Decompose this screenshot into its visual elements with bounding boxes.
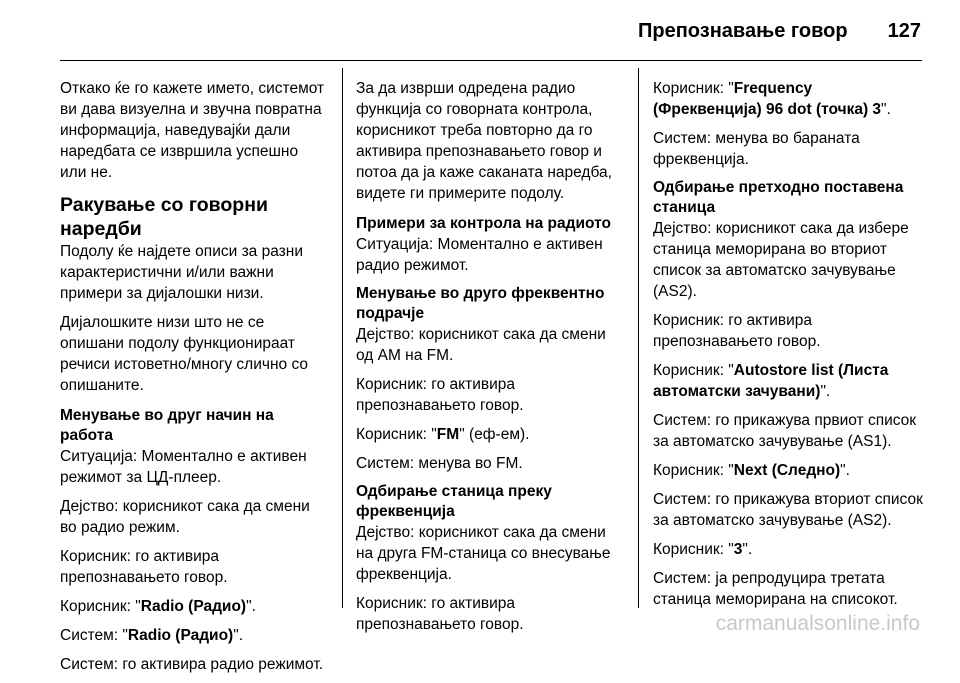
dialog-prefix: Систем: " [60, 627, 128, 644]
paragraph: Ситуација: Моментално е активен радио режимот. [356, 236, 603, 274]
voice-command: Next (Следно) [733, 462, 841, 479]
header-rule [60, 60, 922, 61]
paragraph: Систем: менува во FM. [356, 455, 523, 472]
dialog-line [60, 596, 328, 617]
column-middle [356, 78, 624, 643]
dialog-prefix: Корисник: " [356, 426, 437, 443]
dialog-line [653, 78, 925, 120]
dialog-prefix: Корисник: " [653, 80, 734, 97]
voice-command: 3 [733, 541, 743, 558]
page-title: Препознавање говор [638, 20, 848, 42]
paragraph: Дијалошките низи што не се опишани подолу функционираат речиси истоветно/многу слично со опишаните. [60, 314, 308, 394]
dialog-suffix: ". [742, 541, 753, 558]
page-header [638, 20, 921, 43]
paragraph: Дејство: корисникот сака да избере станица меморирана во вториот список за автоматско зачувување (AS2). [653, 220, 909, 300]
paragraph: Корисник: го активира препознавањето говор. [356, 595, 524, 633]
dialog-suffix: ". [233, 627, 244, 644]
paragraph: Систем: го прикажува првиот список за автоматско зачувување (AS1). [653, 412, 917, 450]
dialog-suffix: " (еф-ем). [459, 426, 530, 443]
column-left [60, 78, 328, 683]
section-heading: Ракување со говорни наредби [60, 194, 268, 240]
column-divider [342, 68, 343, 608]
dialog-suffix: ". [246, 598, 256, 615]
dialog-prefix: Корисник: " [653, 362, 734, 379]
voice-command: FM [436, 426, 460, 443]
intro-paragraph: Откако ќе го кажете името, системот ви дава визуелна и звучна повратна информација, наведувајќи дали наредбата се извршила успешно или не. [60, 80, 325, 181]
dialog-prefix: Корисник: " [653, 462, 734, 479]
paragraph: Корисник: го активира препознавањето говор. [60, 548, 228, 586]
paragraph: Подолу ќе најдете описи за разни карактеристични и/или важни примери за дијалошки низи. [60, 243, 303, 302]
dialog-line [653, 539, 925, 560]
dialog-line [60, 625, 328, 646]
paragraph: Систем: го прикажува вториот список за автоматско зачувување (AS2). [653, 491, 923, 529]
paragraph: Корисник: го активира препознавањето говор. [653, 312, 821, 350]
subheading: Примери за контрола на радиото [356, 215, 611, 232]
paragraph: Систем: го активира радио режимот. [60, 656, 324, 673]
voice-command: Radio (Радио) [127, 627, 234, 644]
subheading: Одбирање претходно поставена станица [653, 179, 904, 216]
paragraph: Дејство: корисникот сака да смени на друга FM-станица со внесување фреквенција. [356, 524, 611, 583]
watermark: carmanualsonline.info [715, 612, 920, 635]
dialog-line [653, 460, 925, 481]
dialog-line [653, 360, 925, 402]
subheading: Одбирање станица преку фреквенција [356, 483, 552, 520]
column-right [653, 78, 925, 618]
dialog-suffix: ". [840, 462, 850, 479]
dialog-line [356, 424, 624, 445]
subheading: Менување во друго фреквентно подрачје [356, 285, 605, 322]
column-divider [638, 68, 639, 608]
paragraph: Ситуација: Моментално е активен режимот за ЦД-плеер. [60, 448, 307, 486]
voice-command: Frequency (Фреквенција) 96 dot (точка) 3 [653, 80, 882, 118]
dialog-prefix: Корисник: " [60, 598, 141, 615]
paragraph: Систем: ја репродуцира третата станица меморирана на списокот. [653, 570, 898, 608]
dialog-prefix: Корисник: " [653, 541, 734, 558]
voice-command: Radio (Радио) [140, 598, 247, 615]
paragraph: Дејство: корисникот сака да смени во радио режим. [60, 498, 310, 536]
dialog-suffix: ". [820, 383, 831, 400]
voice-command: Autostore list (Листа автоматски зачувани) [653, 362, 889, 400]
paragraph: Дејство: корисникот сака да смени од AM на FM. [356, 326, 606, 364]
page-number: 127 [887, 20, 921, 42]
subheading: Менување во друг начин на работа [60, 407, 274, 444]
paragraph: Систем: менува во бараната фреквенција. [653, 130, 860, 168]
dialog-suffix: ". [881, 101, 891, 118]
paragraph: Корисник: го активира препознавањето говор. [356, 376, 524, 414]
intro-paragraph: За да изврши одредена радио функција со говорната контрола, корисникот треба повторно да го активира препознавањето говор и потоа да ја каже саканата наредба, видете ги примерите подолу. [356, 80, 612, 202]
